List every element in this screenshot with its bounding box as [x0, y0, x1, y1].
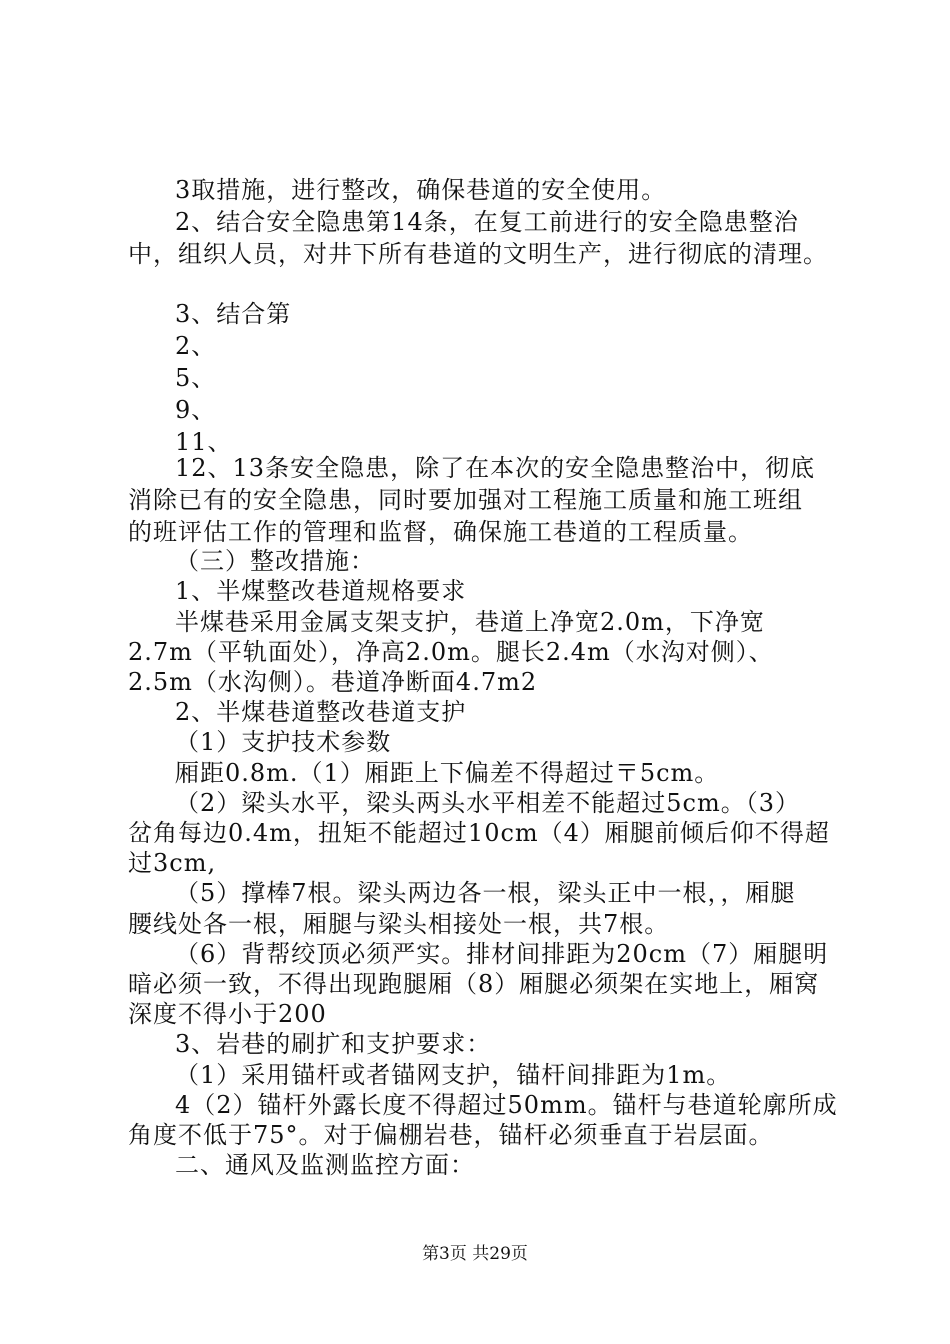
text-line: 9、	[175, 396, 217, 424]
text-line: 角度不低于75°。对于偏棚岩巷，锚杆必须垂直于岩层面。	[128, 1121, 774, 1149]
text-line: 半煤巷采用金属支架支护，巷道上净宽2.0m，下净宽	[175, 608, 765, 636]
text-line: 中，组织人员，对井下所有巷道的文明生产，进行彻底的清理。	[128, 240, 828, 268]
text-line: （1）采用锚杆或者锚网支护，锚杆间排距为1m。	[175, 1061, 732, 1089]
text-line: （2）梁头水平，梁头两头水平相差不能超过5cm。（3）	[175, 789, 801, 817]
text-line: 3、结合第	[175, 300, 292, 328]
text-line: （6）背帮绞顶必须严实。排材间排距为20cm（7）厢腿明	[175, 940, 829, 968]
text-line: 11、	[175, 428, 233, 456]
text-line: 2、	[175, 332, 217, 360]
text-line: （1）支护技术参数	[175, 728, 392, 756]
text-line: （5）撑棒7根。梁头两边各一根，梁头正中一根，，厢腿	[175, 879, 796, 907]
text-line: 5、	[175, 364, 217, 392]
text-line: 3、岩巷的刷扩和支护要求：	[175, 1030, 492, 1058]
text-line: 3取措施，进行整改，确保巷道的安全使用。	[175, 176, 667, 204]
text-line: 4（2）锚杆外露长度不得超过50mm。锚杆与巷道轮廓所成	[175, 1091, 838, 1119]
text-line: 2.7m（平轨面处），净高2.0m。腿长2.4m（水沟对侧）、	[128, 638, 774, 666]
text-line: 1、半煤整改巷道规格要求	[175, 577, 467, 605]
text-line: 暗必须一致，不得出现跑腿厢（8）厢腿必须架在实地上，厢窝	[128, 970, 820, 998]
text-line: 2.5m（水沟侧）。巷道净断面4.7m2	[128, 668, 538, 696]
text-line: 腰线处各一根，厢腿与梁头相接处一根，共7根。	[128, 910, 670, 938]
text-line: 2、半煤巷道整改巷道支护	[175, 698, 467, 726]
text-line: 岔角每边0.4m，扭矩不能超过10cm（4）厢腿前倾后仰不得超	[128, 819, 830, 847]
text-line: （三）整改措施：	[175, 547, 375, 575]
text-line: 12、13条安全隐患，除了在本次的安全隐患整治中，彻底	[175, 454, 816, 482]
text-line: 消除已有的安全隐患，同时要加强对工程施工质量和施工班组	[128, 486, 803, 514]
text-line: 二、通风及监测监控方面：	[175, 1151, 475, 1179]
text-line: 过3cm,	[128, 849, 217, 877]
text-line: 厢距0.8m.（1）厢距上下偏差不得超过〒5cm。	[175, 759, 720, 787]
page-footer: 第3页 共29页	[422, 1244, 528, 1264]
text-line: 深度不得小于200	[128, 1000, 327, 1028]
text-line: 的班评估工作的管理和监督，确保施工巷道的工程质量。	[128, 518, 753, 546]
text-line: 2、结合安全隐患第14条，在复工前进行的安全隐患整治	[175, 208, 799, 236]
